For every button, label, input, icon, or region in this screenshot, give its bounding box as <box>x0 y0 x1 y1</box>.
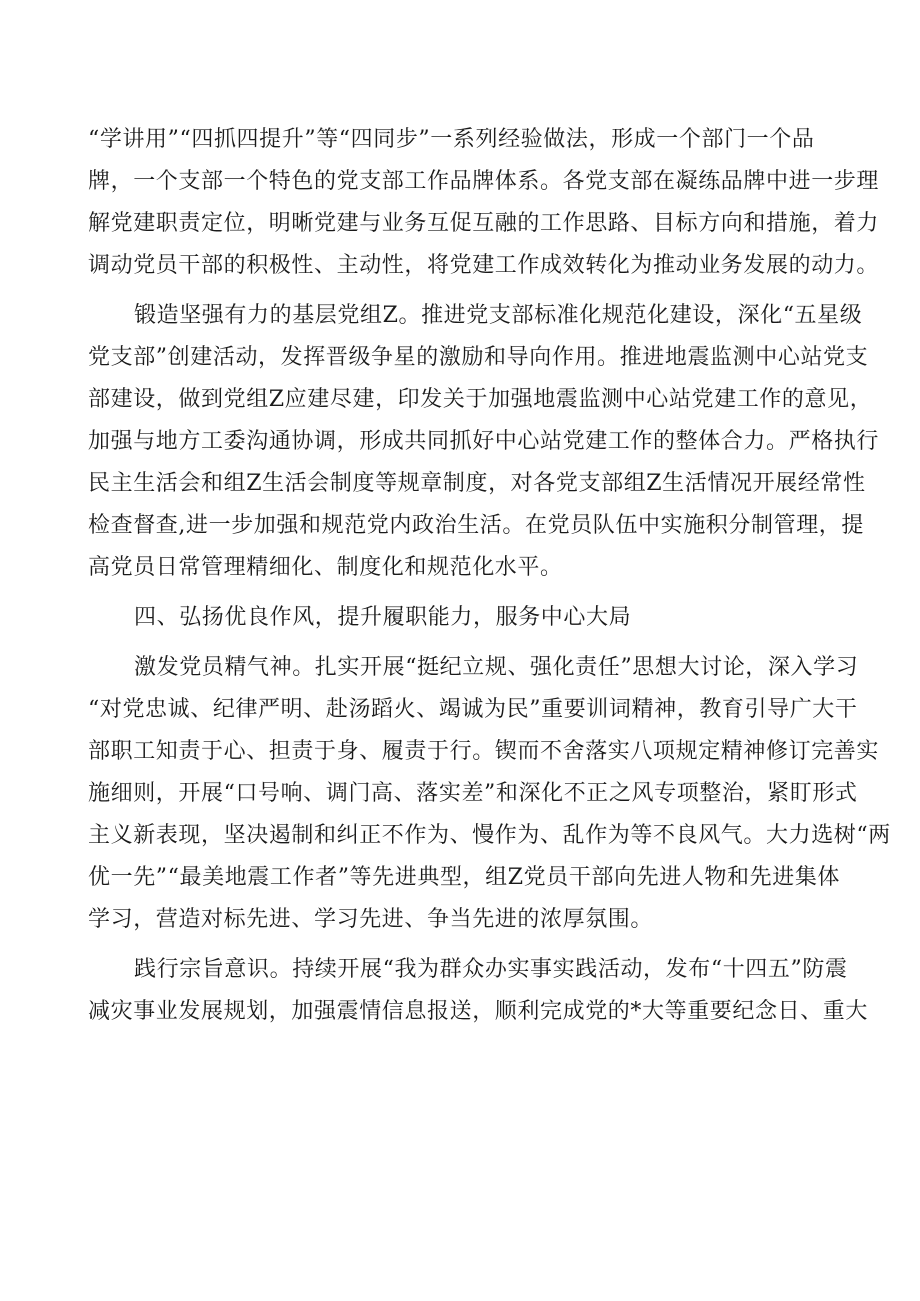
text-line: 主义新表现，坚决遏制和纠正不作为、慢作为、乱作为等不良风气。大力选树“两 <box>88 823 891 848</box>
text-line: 民主生活会和组Z生活会制度等规章制度，对各党支部组Z生活情况开展经常性 <box>88 471 866 496</box>
text-line: 减灾事业发展规划，加强震情信息报送，顺利完成党的*大等重要纪念日、重大 <box>88 999 869 1024</box>
text-line: 践行宗旨意识。持续开展“我为群众办实事实践活动，发布“十四五”防震 <box>134 957 848 982</box>
section-heading-text: 四、弘扬优良作风，提升履职能力，服务中心大局 <box>134 605 632 630</box>
text-line: 部职工知责于心、担责于身、履责于行。锲而不舍落实八项规定精神修订完善实 <box>88 739 880 764</box>
document-body <box>88 119 891 1033</box>
text-line: 牌，一个支部一个特色的党支部工作品牌体系。各党支部在凝练品牌中进一步理 <box>88 169 880 194</box>
paragraph-brand-system <box>88 119 880 287</box>
paragraph-party-spirit <box>88 647 891 941</box>
text-line: 锻造坚强有力的基层党组Z。推进党支部标准化规范化建设，深化“五星级 <box>134 303 863 328</box>
text-line: 解党建职责定位，明晰党建与业务互促互融的工作思路、目标方向和措施，着力 <box>88 211 880 236</box>
text-line: 加强与地方工委沟通协调，形成共同抓好中心站党建工作的整体合力。严格执行 <box>88 429 880 454</box>
text-line: “学讲用”“四抓四提升”等“四同步”一系列经验做法，形成一个部门一个品 <box>88 127 815 152</box>
text-line: 激发党员精气神。扎实开展“挺纪立规、强化责任”思想大讨论，深入学习 <box>134 655 859 680</box>
text-line: 优一先”“最美地震工作者”等先进典型，组Z党员干部向先进人物和先进集体 <box>88 865 841 890</box>
text-line: 检查督查,进一步加强和规范党内政治生活。在党员队伍中实施积分制管理，提 <box>88 513 864 538</box>
text-line: 调动党员干部的积极性、主动性，将党建工作成效转化为推动业务发展的动力。 <box>88 253 880 278</box>
text-line: 高党员日常管理精细化、制度化和规范化水平。 <box>88 555 563 580</box>
text-line: 党支部”创建活动，发挥晋级争星的激励和导向作用。推进地震监测中心站党支 <box>88 345 869 370</box>
section-heading <box>88 597 838 639</box>
text-line: “对党忠诚、纪律严明、赴汤蹈火、竭诚为民”重要训词精神，教育引导广大干 <box>88 697 858 722</box>
text-line: 学习，营造对标先进、学习先进、争当先进的浓厚氛围。 <box>88 907 654 932</box>
text-line: 施细则，开展“口号响、调门高、落实差”和深化不正之风专项整治，紧盯形式 <box>88 781 858 806</box>
paragraph-purpose-awareness <box>88 949 869 1033</box>
paragraph-grassroots-organization <box>88 295 880 589</box>
text-line: 部建设，做到党组Z应建尽建，印发关于加强地震监测中心站党建工作的意见， <box>88 387 873 412</box>
